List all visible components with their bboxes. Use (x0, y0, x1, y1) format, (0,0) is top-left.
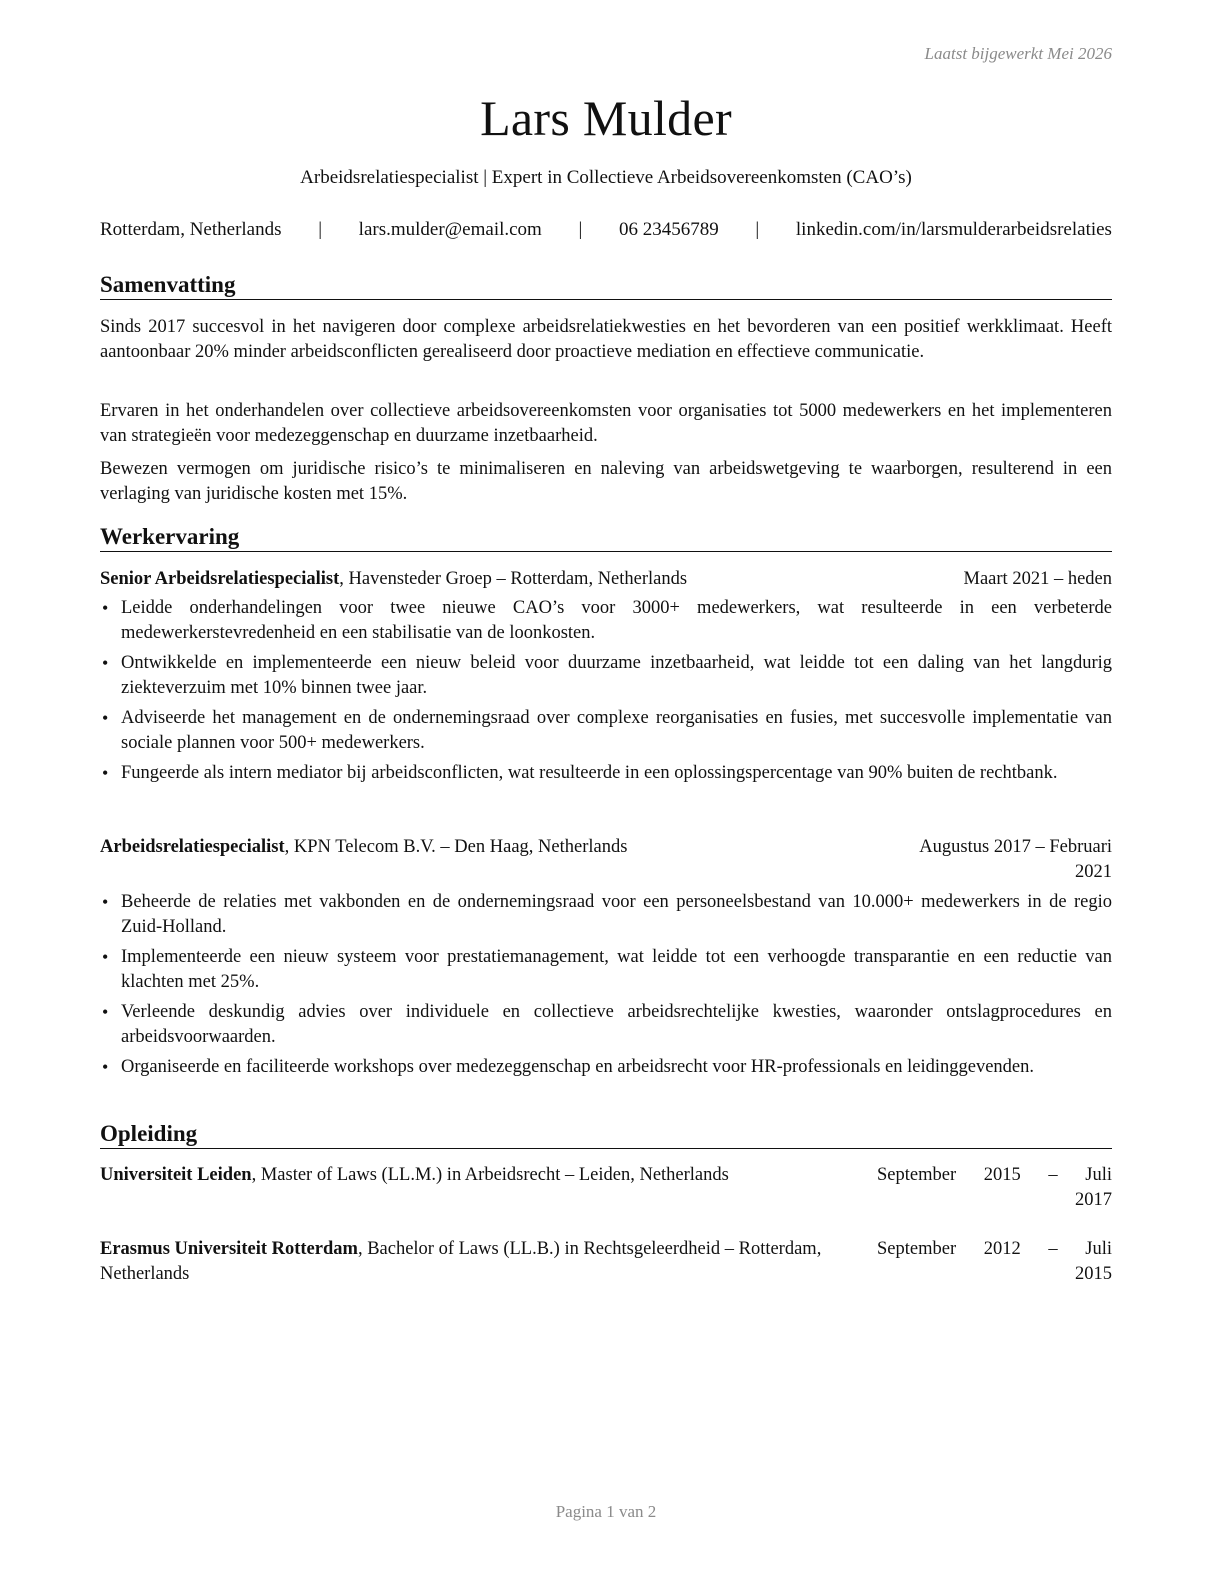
section-title-education: Opleiding (100, 1121, 1112, 1149)
education-date-part: 2015 (983, 1165, 1021, 1185)
contact-email[interactable]: lars.mulder@email.com (358, 219, 542, 240)
section-title-summary: Samenvatting (100, 272, 1112, 300)
summary-paragraph: Bewezen vermogen om juridische risico’s te minimaliseren en naleving van arbeidswetgeving te waarborgen, resulterend in een verlaging van juridische kosten met 15%. (100, 459, 1112, 504)
job-bullet: • Ontwikkelde en implementeerde een nieuw beleid voor duurzame inzetbaarheid, wat leidde tot een daling van het langdurig ziekteverzuim met 10% binnen twee jaar. (100, 651, 1112, 701)
job-bullet: • Leidde onderhandelingen voor twee nieuwe CAO’s voor 3000+ medewerkers, wat resulteerde in een verbeterde medewerkerstevredenheid en een stabilisatie van de loonkosten. (100, 596, 1112, 646)
last-updated-note: Laatst bijgewerkt Mei 2026 (924, 44, 1112, 63)
job-bullet: • Verleende deskundig advies over individuele en collectieve arbeidsrechtelijke kwesties, waaronder ontslagprocedures en arbeidsvoorwaarden. (100, 1000, 1112, 1050)
job-header (100, 835, 1112, 885)
education-date-part: September (877, 1165, 957, 1185)
job-employer: , KPN Telecom B.V. – Den Haag, Netherlands (284, 837, 628, 857)
contact-separator: | (578, 219, 583, 240)
education-school: Erasmus Universiteit Rotterdam (100, 1239, 358, 1259)
education-date-part: 2017 (1075, 1190, 1112, 1210)
education-date-part: Juli (1085, 1165, 1112, 1185)
job-bullet: • Organiseerde en faciliteerde workshops over medezeggenschap en arbeidsrecht voor HR-professionals en leidinggevenden. (100, 1055, 1112, 1080)
education-degree: , Bachelor of Laws (LL.B.) in Rechtsgeleerdheid – Rotterdam, Netherlands (100, 1239, 822, 1284)
education-description (100, 1237, 875, 1287)
job-dates-line: 2021 (1075, 862, 1112, 882)
job-dates (919, 835, 1112, 885)
education-date-part: 2012 (983, 1239, 1021, 1259)
candidate-name: Lars Mulder (480, 90, 732, 146)
education-dates (877, 1237, 1112, 1287)
job-role: Senior Arbeidsrelatiespecialist (100, 569, 340, 589)
candidate-subtitle: Arbeidsrelatiespecialist | Expert in Collectieve Arbeidsovereenkomsten (CAO’s) (300, 167, 912, 188)
job-bullet: • Adviseerde het management en de ondernemingsraad over complexe reorganisaties en fusies, met succesvolle implementatie van sociale plannen voor 500+ medewerkers. (100, 706, 1112, 756)
education-degree: , Master of Laws (LL.M.) in Arbeidsrecht – Leiden, Netherlands (251, 1165, 729, 1185)
job-dates: Maart 2021 – heden (963, 569, 1112, 589)
education-school: Universiteit Leiden (100, 1165, 252, 1185)
job-bullet-list (100, 890, 1112, 1085)
education-dates (877, 1163, 1112, 1213)
job-title-line (100, 835, 627, 885)
job-employer: , Havensteder Groep – Rotterdam, Netherlands (339, 569, 688, 589)
education-description (100, 1163, 820, 1188)
education-date-part: – (1048, 1239, 1058, 1259)
job-bullet: • Fungeerde als intern mediator bij arbeidsconflicten, wat resulteerde in een oplossingspercentage van 90% buiten de rechtbank. (100, 761, 1112, 786)
contact-phone: 06 23456789 (619, 219, 719, 240)
job-dates-line: Augustus 2017 – Februari (919, 837, 1112, 857)
education-date-part: Juli (1085, 1239, 1112, 1259)
job-title-line (100, 567, 687, 592)
job-bullet: • Beheerde de relaties met vakbonden en de ondernemingsraad voor een personeelsbestand van 10.000+ medewerkers in de regio Zuid-Holland. (100, 890, 1112, 940)
resume-page (100, 0, 1112, 1584)
education-date-part: 2015 (1075, 1264, 1112, 1284)
summary-paragraph: Ervaren in het onderhandelen over collectieve arbeidsovereenkomsten voor organisaties tot 5000 medewerkers en het implementeren van strategieën voor medezeggenschap en duurzame inzetbaarheid. (100, 401, 1112, 446)
contact-separator: | (318, 219, 322, 240)
page-number: Pagina 1 van 2 (555, 1502, 657, 1521)
job-header (100, 567, 1112, 592)
job-bullet-list (100, 596, 1112, 791)
contact-line (100, 219, 1112, 241)
job-role: Arbeidsrelatiespecialist (100, 837, 285, 857)
section-title-experience: Werkervaring (100, 524, 1112, 552)
summary-paragraph: Sinds 2017 succesvol in het navigeren door complexe arbeidsrelatiekwesties en het bevorderen van een positief werkklimaat. Heeft aantoonbaar 20% minder arbeidsconflicten gerealiseerd door proactieve mediation en effectieve communicatie. (100, 317, 1112, 362)
contact-separator: | (755, 219, 760, 240)
education-date-part: September (877, 1239, 957, 1259)
education-date-part: – (1048, 1165, 1058, 1185)
contact-linkedin[interactable]: linkedin.com/in/larsmulderarbeidsrelaties (795, 219, 1112, 240)
job-bullet: • Implementeerde een nieuw systeem voor prestatiemanagement, wat leidde tot een verhoogde transparantie en een reductie van klachten met 25%. (100, 945, 1112, 995)
contact-location: Rotterdam, Netherlands (100, 219, 282, 240)
